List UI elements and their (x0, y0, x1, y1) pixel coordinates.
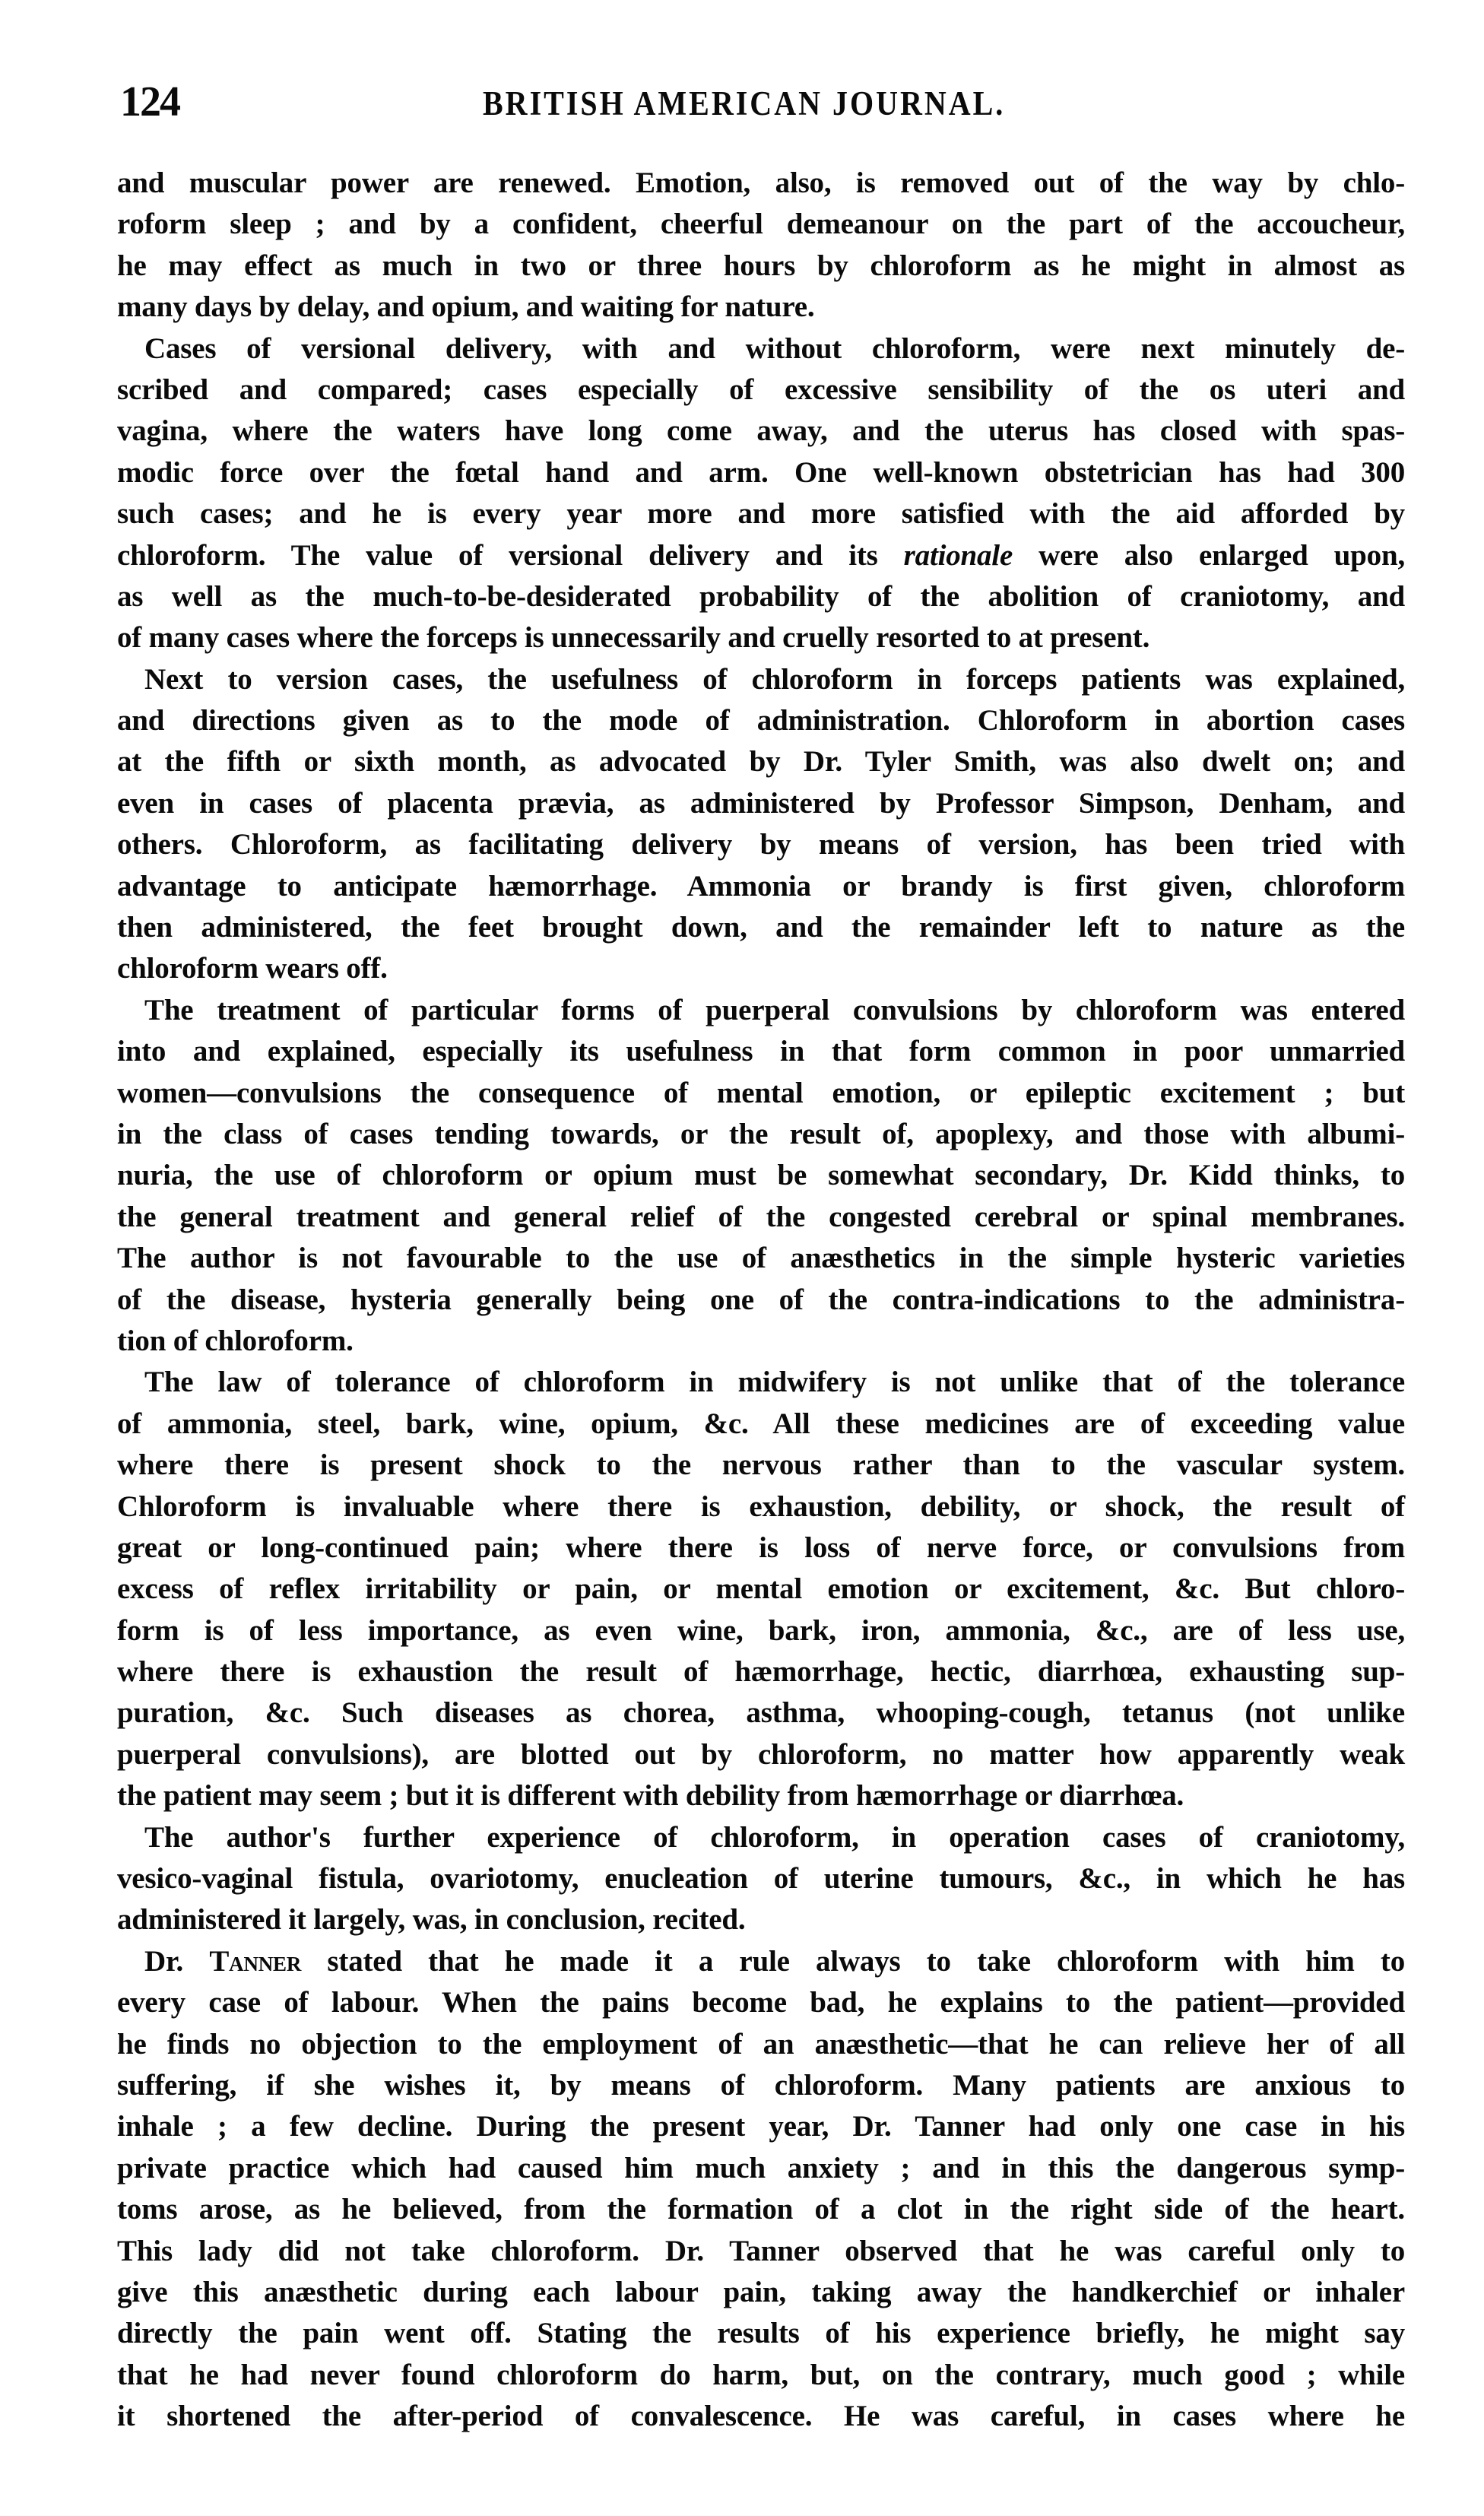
text-line: This lady did not take chloroform. Dr. Tanner observed that he was careful only to (117, 2234, 1405, 2267)
text-line: of ammonia, steel, bark, wine, opium, &c. All these medicines are of exceeding value (117, 1407, 1405, 1440)
text-line: form is of less importance, as even wine, bark, iron, ammonia, &c., are of less use, (117, 1613, 1405, 1647)
text-line: even in cases of placenta prævia, as administered by Professor Simpson, Denham, and (117, 786, 1405, 820)
text-line: it shortened the after-period of convalescence. He was careful, in cases where he (117, 2400, 1405, 2433)
text-line: of many cases where the forceps is unnecessarily and cruelly resorted to at present. (117, 621, 1150, 655)
text-line: where there is exhaustion the result of hæmorrhage, hectic, diarrhœa, exhausting sup- (117, 1655, 1405, 1689)
text-line: tion of chloroform. (117, 1324, 354, 1357)
text-line: then administered, the feet brought down, and the remainder left to nature as the (117, 911, 1405, 944)
text-line: The author's further experience of chloroform, in operation cases of craniotomy, (144, 1820, 1405, 1854)
small-caps-name: Tanner (209, 1944, 302, 1978)
text-line: modic force over the fœtal hand and arm. One well-known obstetrician has had 300 (117, 455, 1405, 489)
text-line: in the class of cases tending towards, or the result of, apoplexy, and those with albumi- (117, 1117, 1405, 1150)
text-line: suffering, if she wishes it, by means of chloroform. Many patients are anxious to (117, 2068, 1405, 2102)
text-line: of the disease, hysteria generally being one of the contra-indications to the administra- (117, 1283, 1405, 1316)
text-line: Chloroform is invaluable where there is exhaustion, debility, or shock, the result of (117, 1490, 1405, 1523)
text-line: others. Chloroform, as facilitating delivery by means of version, has been tried with (117, 828, 1405, 861)
italic-term: rationale (903, 538, 1013, 572)
text-line: nuria, the use of chloroform or opium must be somewhat secondary, Dr. Kidd thinks, to (117, 1159, 1405, 1192)
text-line: give this anæsthetic during each labour pain, taking away the handkerchief or inhaler (117, 2275, 1405, 2308)
text-line: chloroform wears off. (117, 952, 388, 985)
text-line: The author is not favourable to the use of anæsthetics in the simple hysteric varieties (117, 1242, 1405, 1275)
text-line: chloroform. The value of versional delivery and its rationale were also enlarged upon, (117, 538, 1405, 572)
text-line: directly the pain went off. Stating the results of his experience briefly, he might say (117, 2317, 1405, 2350)
text-line: the patient may seem ; but it is different with debility from hæmorrhage or diarrhœa. (117, 1779, 1184, 1813)
text-line: toms arose, as he believed, from the formation of a clot in the right side of the heart. (117, 2193, 1405, 2226)
text-line: scribed and compared; cases especially of excessive sensibility of the os uteri and (117, 373, 1405, 406)
text-line: many days by delay, and opium, and waiting for nature. (117, 290, 815, 324)
text-line: puration, &c. Such diseases as chorea, asthma, whooping-cough, tetanus (not unlike (117, 1696, 1405, 1730)
text-line: The law of tolerance of chloroform in midwifery is not unlike that of the tolerance (144, 1366, 1405, 1399)
text-line: puerperal convulsions), are blotted out by chloroform, no matter how apparently weak (117, 1737, 1405, 1771)
page-number: 124 (120, 78, 179, 125)
text-line: at the fifth or sixth month, as advocated by Dr. Tyler Smith, was also dwelt on; and (117, 745, 1405, 779)
text-line: The treatment of particular forms of puerperal convulsions by chloroform was entered (144, 993, 1405, 1026)
text-line: vesico-vaginal fistula, ovariotomy, enucleation of uterine tumours, &c., in which he has (117, 1862, 1405, 1896)
text-line: as well as the much-to-be-desiderated probability of the abolition of craniotomy, and (117, 579, 1405, 613)
body-text (117, 163, 1405, 2437)
text-line: and directions given as to the mode of administration. Chloroform in abortion cases (117, 704, 1405, 738)
text-line: that he had never found chloroform do harm, but, on the contrary, much good ; while (117, 2358, 1405, 2391)
text-line: women—convulsions the consequence of mental emotion, or epileptic excitement ; but (117, 1076, 1405, 1109)
journal-title: BRITISH AMERICAN JOURNAL. (483, 83, 1006, 123)
text-line: the general treatment and general relief of the congested cerebral or spinal membranes. (117, 1200, 1405, 1233)
text-line: he may effect as much in two or three hours by chloroform as he might in almost as (117, 249, 1405, 282)
text-line: into and explained, especially its usefulness in that form common in poor unmarried (117, 1035, 1405, 1068)
text-line: Cases of versional delivery, with and without chloroform, were next minutely de- (144, 332, 1405, 365)
text-line: roform sleep ; and by a confident, cheerful demeanour on the part of the accoucheur, (117, 208, 1405, 241)
text-line: great or long-continued pain; where there is loss of nerve force, or convulsions from (117, 1531, 1405, 1564)
text-line: every case of labour. When the pains become bad, he explains to the patient—provided (117, 1986, 1405, 2019)
text-line: he finds no objection to the employment of an anæsthetic—that he can relieve her of all (117, 2027, 1405, 2061)
text-line: inhale ; a few decline. During the present year, Dr. Tanner had only one case in his (117, 2110, 1405, 2143)
text-line: excess of reflex irritability or pain, or mental emotion or excitement, &c. But chloro- (117, 1572, 1405, 1606)
text-line: where there is present shock to the nervous rather than to the vascular system. (117, 1448, 1405, 1482)
text-line: vagina, where the waters have long come away, and the uterus has closed with spas- (117, 414, 1405, 448)
running-head (117, 79, 1405, 125)
text-line: Dr. Tanner stated that he made it a rule always to take chloroform with him to (144, 1944, 1405, 1978)
text-line: administered it largely, was, in conclusion, recited. (117, 1903, 746, 1937)
text-line: such cases; and he is every year more and more satisfied with the aid afforded by (117, 497, 1405, 531)
text-line: Next to version cases, the usefulness of chloroform in forceps patients was explained, (144, 662, 1405, 696)
text-line: and muscular power are renewed. Emotion, also, is removed out of the way by chlo- (117, 167, 1405, 199)
text-line: private practice which had caused him much anxiety ; and in this the dangerous symp- (117, 2151, 1405, 2184)
text-line: advantage to anticipate hæmorrhage. Ammonia or brandy is first given, chloroform (117, 869, 1405, 903)
